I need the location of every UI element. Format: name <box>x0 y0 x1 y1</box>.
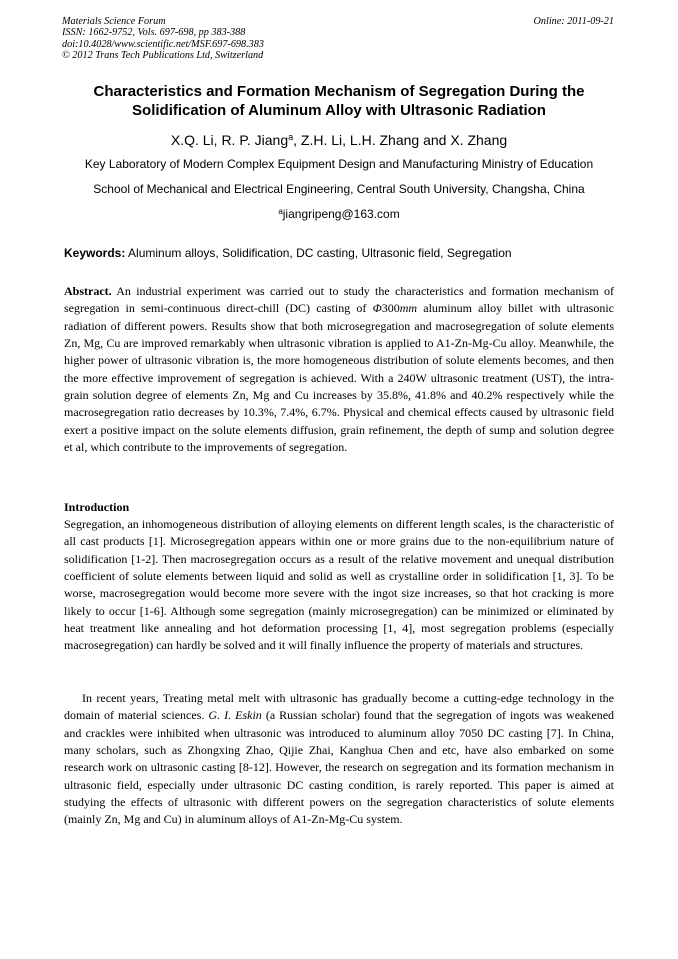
abstract <box>64 283 614 456</box>
abstract-label: Abstract. <box>64 284 112 298</box>
author-list <box>40 131 638 149</box>
keywords-text: Aluminum alloys, Solidification, DC casting, Ultrasonic field, Segregation <box>125 246 512 260</box>
email-address: jiangripeng@163.com <box>282 207 400 221</box>
author-separator: , <box>293 132 301 148</box>
intro-p2-text-2: (a Russian scholar) found that the segregation of ingots was weakened and crackles were inhibited when ultrasonic was introduced to aluminum alloy 7050 DC casting [7]. In China, many scholars, such as Zhongxing Zhao, Qijie Zhai, Kanghua Chen and etc, have also embarked on some research work on ultrasonic casting [8-12]. However, the research on segregation and its formation mechanism in ultrasonic field, especially under ultrasonic DC casting condition, is rarely reported. This paper is aimed at studying the effects of ultrasonic with different powers on the segregation characteristics of solute elements (mainly Zn, Mg and Cu) in aluminum alloys of A1-Zn-Mg-Cu system. <box>64 708 615 827</box>
keywords <box>64 246 614 261</box>
abstract-text-1: An industrial experiment was carried out to study the characteristics and formation mechanism of segregation in semi-continuous direct-chill (DC) casting of <box>64 284 614 316</box>
diameter-symbol: Φ <box>372 301 382 316</box>
email-superscript: a <box>278 207 283 216</box>
author-2-superscript: a <box>288 132 294 142</box>
abstract-text-2: aluminum alloy billet with ultrasonic radiation of different powers. Results show that both microsegregation and macrosegregation of solute elements Zn, Mg, Cu are improved remarkably when ultrasonic vibration is applied to A1-Zn-Mg-Cu alloy. Meanwhile, the higher power of ultrasonic vibration is, the more homogeneous distribution of solute elements becomes, and then the more effective improvement of segregation is achieved. With a 240W ultrasonic treatment (UST), the intra-grain solution degree of elements Zn, Mg and Cu increases by 35.8%, 41.8% and 40.2% respectively while the macrosegregation ratio decreases by 10.3%, 7.4%, 6.7%. Physical and chemical effects caused by ultrasonic field exert a positive impact on the solute elements diffusion, grain refinement, the depth of sump and solution degree et al, which contribute to the improvements of segregation. <box>64 301 614 455</box>
section-heading-introduction: Introduction <box>64 500 130 514</box>
author-2: R. P. Jiang <box>221 132 289 148</box>
diameter-value: 300 <box>381 301 400 316</box>
copyright-line: © 2012 Trans Tech Publications Ltd, Switzerland <box>62 49 264 61</box>
title-line-2: Solidification of Aluminum Alloy with Ultrasonic Radiation <box>132 102 546 119</box>
diameter-unit: mm <box>399 301 418 316</box>
intro-paragraph-2 <box>64 690 614 829</box>
online-date: Online: 2011-09-21 <box>533 16 614 27</box>
author-3: Z.H. Li <box>300 132 343 148</box>
author-1: X.Q. Li <box>170 132 214 148</box>
paper-title <box>40 82 638 120</box>
doi-line: doi:10.4028/www.scientific.net/MSF.697-698.383 <box>62 38 264 50</box>
journal-header <box>62 16 614 61</box>
keywords-label: Keywords: <box>64 246 126 260</box>
intro-paragraph-1: Segregation, an inhomogeneous distribution of alloying elements on different length scales, is the characteristic of all cast products [1]. Microsegregation appears within one or more grains due to the non-equilibrium nature of solidification [1-2]. Then macrosegregation occurs as a result of the relative movement and unequal distribution coefficient of solute elements between liquid and solid as well as crystalline order in solidification [1, 3]. To be worse, macrosegregation would become more severe with the ingot size increases, so that hot cracking is more likely to occur [1-6]. Although some segregation (mainly microsegregation) can be minimized or eliminated by heat treatment like annealing and hot deformation processing [1, 4], most segregation problems (especially macrosegregation) can hardly be solved and it will finally influence the property of materials and structures. <box>64 517 614 653</box>
title-line-1: Characteristics and Formation Mechanism of Segregation During the <box>93 83 585 100</box>
affiliation-2: School of Mechanical and Electrical Engineering, Central South University, Changsha, China <box>93 182 585 196</box>
issn-line: ISSN: 1662-9752, Vols. 697-698, pp 383-388 <box>62 27 246 39</box>
journal-name: Materials Science Forum <box>62 16 166 27</box>
intro-p2-text-1: In recent years, Treating metal melt with ultrasonic has gradually become a cutting-edge technology in the domain of material sciences. <box>64 691 614 723</box>
cited-author: G. I. Eskin <box>208 708 262 723</box>
affiliation-1: Key Laboratory of Modern Complex Equipment Design and Manufacturing Ministry of Education <box>84 157 594 171</box>
email-line <box>40 207 638 222</box>
author-separator: , <box>213 132 222 148</box>
author-4-5: L.H. Zhang and X. Zhang <box>349 132 508 148</box>
author-separator: , <box>342 132 350 148</box>
